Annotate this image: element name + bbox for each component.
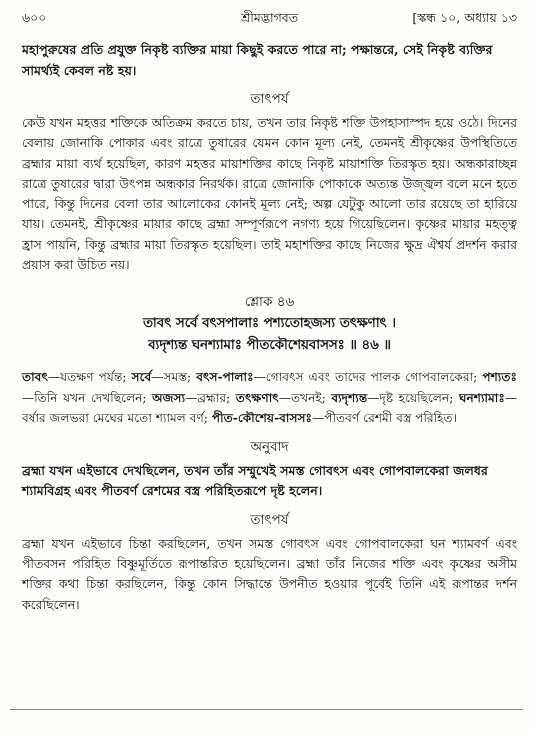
synonym-term: সর্বে bbox=[131, 370, 152, 385]
synonym-meaning: —সমস্ত; bbox=[151, 370, 197, 385]
page-header bbox=[22, 10, 517, 30]
purport-text: কেউ যখন মহত্তর শক্তিকে অতিক্রম করতে চায়, তখন তার নিকৃষ্ট শক্তি উপহাসাস্পদ হয়ে ওঠে। দিনের বেলায় জোনাকি পোকার এবং রাত্রে তুষারের যেমন কোন মূল্য নেই, তেমনই শ্রীকৃষ্ণের উপস্থিতিতে ব্রহ্মার মায়া ব্যর্থ হয়েছিল, কারণ মহত্তর মায়াশক্তির কাছে নিকৃষ্ট মায়াশক্তি তিরস্কৃত হয়। অন্ধকারাচ্ছন্ন রাত্রে তুষারের দ্বারা উৎপন্ন অন্ধকার নিরর্থক। রাত্রে জোনাকি পোকাকে অত্যন্ত উজ্জ্বল বলে মনে হতে পারে, কিন্তু দিনের বেলা তার আলোকের কোনই মূল্য নেই; অল্প যেটুকু আলো তার রয়েছে তা হারিয়ে যায়। তেমনই, শ্রীকৃষ্ণের মায়ার কাছে ব্রহ্মা সম্পূর্ণরূপে নগণ্য হয়ে গিয়েছিলেন। কৃষ্ণের মায়ার মহত্ত্ব হ্রাস পায়নি, কিন্তু ব্রহ্মার মায়া তিরস্কৃত হয়েছিল। তাই মহাশক্তির কাছে নিজের ক্ষুদ্র ঐশ্বর্য প্রদর্শন করার প্রয়াস করা উচিত নয়। bbox=[22, 115, 517, 273]
verse-line-2: ব্যদৃশ্যন্ত ঘনশ্যামাঃ পীতকৌশেয়বাসসঃ ॥ ৪৬ ॥ bbox=[148, 338, 391, 354]
translation-heading: অনুবাদ bbox=[250, 438, 289, 455]
translation-text: ব্রহ্মা যখন এইভাবে দেখছিলেন, তখন তাঁর সম্মুখেই সমস্ত গোবৎস এবং গোপবালকেরা জলধর শ্যামবিগ্রহ এবং পীতবর্ণ রেশমের বস্ত্র পরিহিতরূপে দৃষ্ট হলেন। bbox=[22, 462, 488, 499]
synonym-term: ঘনশ্যামাঃ bbox=[458, 390, 505, 405]
synonym-term: বৎস-পালাঃ bbox=[196, 370, 254, 385]
book-title: শ্রীমদ্ভাগবত bbox=[240, 10, 299, 25]
synonym-term: ব্যদৃশ্যন্ত bbox=[331, 390, 368, 405]
purport-heading: তাৎপর্য bbox=[250, 91, 289, 107]
section-label: [স্কন্ধ ১০, অধ্যায় ১৩ bbox=[412, 10, 517, 25]
synonym-meaning: —দৃষ্ট হয়েছিলেন; bbox=[367, 390, 459, 405]
purport-heading-2: তাৎপর্য bbox=[250, 511, 289, 528]
verse-line-1: তাবৎ সর্বে বৎসপালাঃ পশ্যতোহজস্য তৎক্ষণাৎ । bbox=[142, 316, 397, 332]
synonym-meaning: —তখনই; bbox=[278, 390, 332, 405]
sloka-title: শ্লোক ৪৬ bbox=[244, 294, 295, 311]
page-number: ৬০০ bbox=[22, 10, 47, 25]
purport-text-2: ব্রহ্মা যখন এইভাবে চিন্তা করছিলেন, তখন সমস্ত গোবৎস এবং গোপবালকেরা ঘন শ্যামবর্ণ এবং পীতবসন পরিহিত বিষ্ণুমূর্তিতে রূপান্তরিত হয়েছিলেন। ব্রহ্মা তাঁর নিজের শক্তি এবং কৃষ্ণের অসীম শক্তির কথা চিন্তা করছিলেন, কিন্তু কোন সিদ্ধান্তে উপনীত হওয়ার পূর্বেই তিনি এই রূপান্তর দর্শন করেছিলেন। bbox=[22, 535, 517, 612]
synonym-term: তৎক্ষণাৎ bbox=[235, 390, 279, 405]
document-page bbox=[22, 10, 517, 615]
synonym-meaning: —বর্ষার জলভরা মেঘের মতো শ্যামল বর্ণ; bbox=[22, 390, 518, 426]
synonym-term: পীত-কৌশেয়-বাসসঃ bbox=[211, 411, 313, 426]
synonym-term: পশ্যতঃ bbox=[482, 370, 517, 385]
synonym-term: তাবৎ bbox=[22, 370, 48, 385]
lead-paragraph: মহাপুরুষের প্রতি প্রযুক্ত নিকৃষ্ট ব্যক্তির মায়া কিছুই করতে পারে না; পক্ষান্তরে, সেই নিকৃষ্ট ব্যক্তির সামর্থ্যই কেবল নষ্ট হয়। bbox=[22, 42, 493, 78]
synonym-meaning: —পীতবর্ণ রেশমী বস্ত্র পরিহিত। bbox=[312, 411, 458, 426]
synonym-meaning: —তিনি যখন দেখছিলেন; bbox=[22, 390, 153, 405]
synonym-meaning: —যতক্ষণ পর্যন্ত; bbox=[47, 370, 132, 385]
synonyms-paragraph bbox=[22, 367, 517, 429]
synonym-term: অজস্য bbox=[152, 390, 186, 405]
footer-rule bbox=[10, 709, 523, 710]
synonym-meaning: —গোবৎস এবং তাদের পালক গোপবালকেরা; bbox=[253, 370, 483, 385]
synonym-meaning: —ব্রহ্মার; bbox=[185, 390, 236, 405]
